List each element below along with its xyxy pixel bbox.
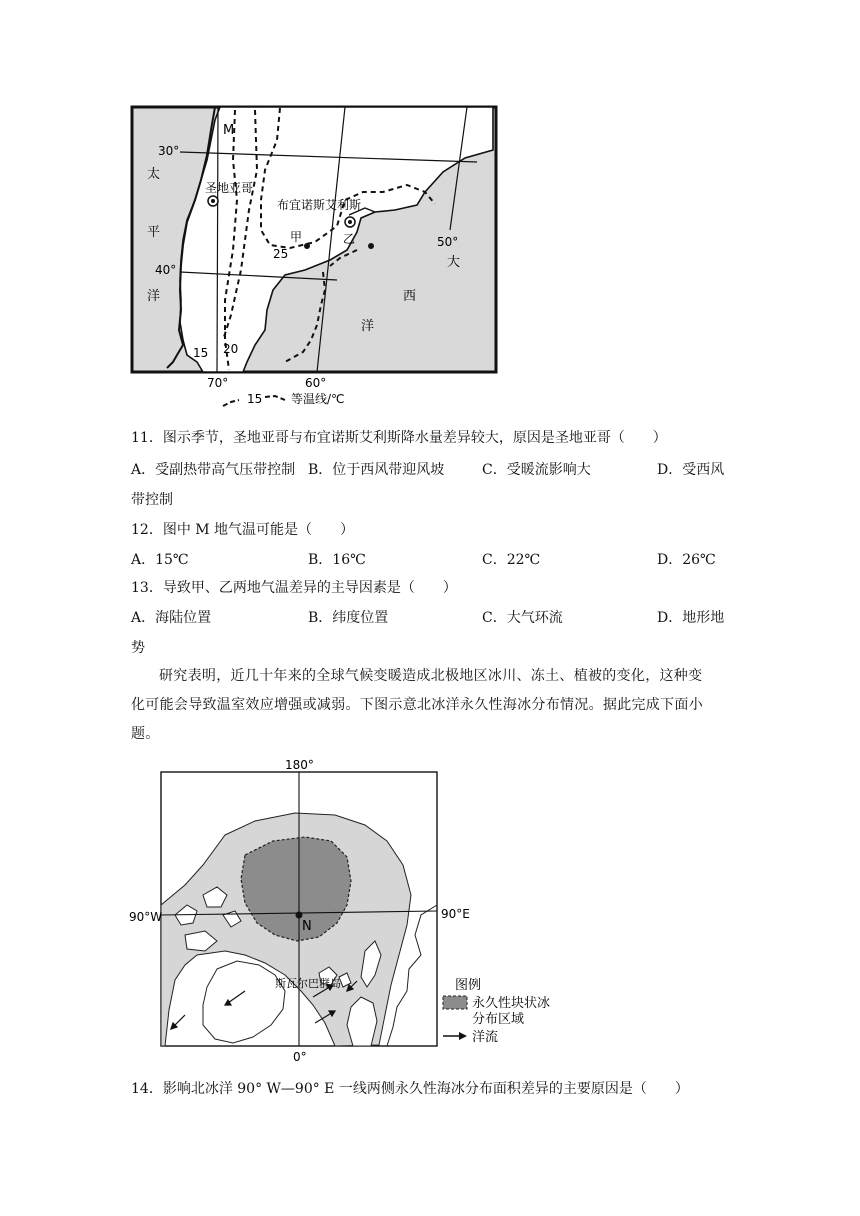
q14-stem: 14．影响北冰洋 90° W—90° E 一线两侧永久性海冰分布面积差异的主要原因是（ ） — [131, 1081, 689, 1097]
q12-option-c[interactable]: C．22℃ — [482, 552, 541, 568]
q11-option-d[interactable]: D．受西风 — [657, 462, 725, 478]
legend-ice-swatch — [443, 996, 467, 1009]
q11-stem: 11．图示季节，圣地亚哥与布宜诺斯艾利斯降水量差异较大，原因是圣地亚哥（ ） — [131, 430, 667, 446]
arctic-sea-ice-map — [125, 755, 585, 1075]
q12-option-b[interactable]: B．16℃ — [308, 552, 366, 568]
isotherm-20-label: 20 — [223, 342, 239, 356]
q13-option-b[interactable]: B．纬度位置 — [308, 610, 389, 626]
lon-90e-label: 90°E — [441, 907, 470, 921]
q13-stem: 13．导致甲、乙两地气温差异的主导因素是（ ） — [131, 580, 457, 596]
city-santiago: 圣地亚哥 — [205, 181, 254, 195]
q12-option-a[interactable]: A．15℃ — [131, 552, 189, 568]
lon-70-label: 70° — [207, 376, 229, 390]
lon-90w-label: 90°W — [129, 910, 163, 924]
legend-ice-label-1: 永久性块状冰 — [472, 996, 551, 1011]
q11-option-a[interactable]: A．受副热带高气压带控制 — [131, 462, 296, 478]
atlantic-label-2: 西 — [403, 289, 417, 304]
passage — [131, 662, 731, 749]
lon-50-label: 50° — [437, 235, 459, 249]
legend-current-label: 洋流 — [472, 1030, 499, 1045]
lat-40-label: 40° — [155, 263, 177, 277]
q11-option-d-cont: 带控制 — [131, 492, 173, 508]
q13-option-c[interactable]: C．大气环流 — [482, 610, 563, 626]
legend-title: 图例 — [455, 978, 482, 993]
pacific-label-1: 太 — [147, 167, 161, 182]
point-yi: 乙 — [343, 232, 356, 246]
lon-180-label: 180° — [285, 758, 314, 772]
legend-value: 15 — [247, 392, 263, 406]
atlantic-label-3: 洋 — [361, 319, 375, 334]
label-m: M — [223, 123, 235, 138]
q13-option-d[interactable]: D．地形地 — [657, 610, 725, 626]
legend-arrow-icon — [459, 1032, 467, 1040]
pacific-label-2: 平 — [147, 225, 161, 240]
isotherm-25-label: 25 — [273, 247, 289, 261]
atlantic-label-1: 大 — [447, 255, 461, 270]
lat-30-label: 30° — [158, 144, 180, 158]
legend-label: 等温线/℃ — [291, 392, 345, 406]
passage-line-2: 化可能会导致温室效应增强或减弱。下图示意北冰洋永久性海冰分布情况。据此完成下面小 — [131, 697, 703, 713]
isotherm-15-label: 15 — [193, 346, 209, 360]
q12-option-d[interactable]: D．26℃ — [657, 552, 716, 568]
q13-option-d-cont: 势 — [131, 640, 145, 656]
q11-option-b[interactable]: B．位于西风带迎风坡 — [308, 462, 445, 478]
pacific-label-3: 洋 — [147, 289, 161, 304]
legend-ice-label-2: 分布区域 — [472, 1012, 525, 1027]
point-jia: 甲 — [290, 230, 303, 244]
city-buenos-aires: 布宜诺斯艾利斯 — [277, 198, 362, 212]
svalbard-label: 斯瓦尔巴群岛 — [275, 977, 341, 990]
q12-stem: 12．图中 M 地气温可能是（ ） — [131, 522, 355, 538]
passage-line-3: 题。 — [131, 726, 160, 742]
lon-0-label: 0° — [293, 1050, 307, 1064]
lon-60-label: 60° — [305, 376, 327, 390]
q13-option-a[interactable]: A．海陆位置 — [131, 610, 212, 626]
south-america-isotherm-map — [125, 100, 505, 410]
north-pole-label: N — [302, 919, 312, 934]
passage-line-1: 研究表明，近几十年来的全球气候变暖造成北极地区冰川、冻土、植被的变化，这种变 — [159, 668, 703, 684]
q11-option-c[interactable]: C．受暖流影响大 — [482, 462, 591, 478]
